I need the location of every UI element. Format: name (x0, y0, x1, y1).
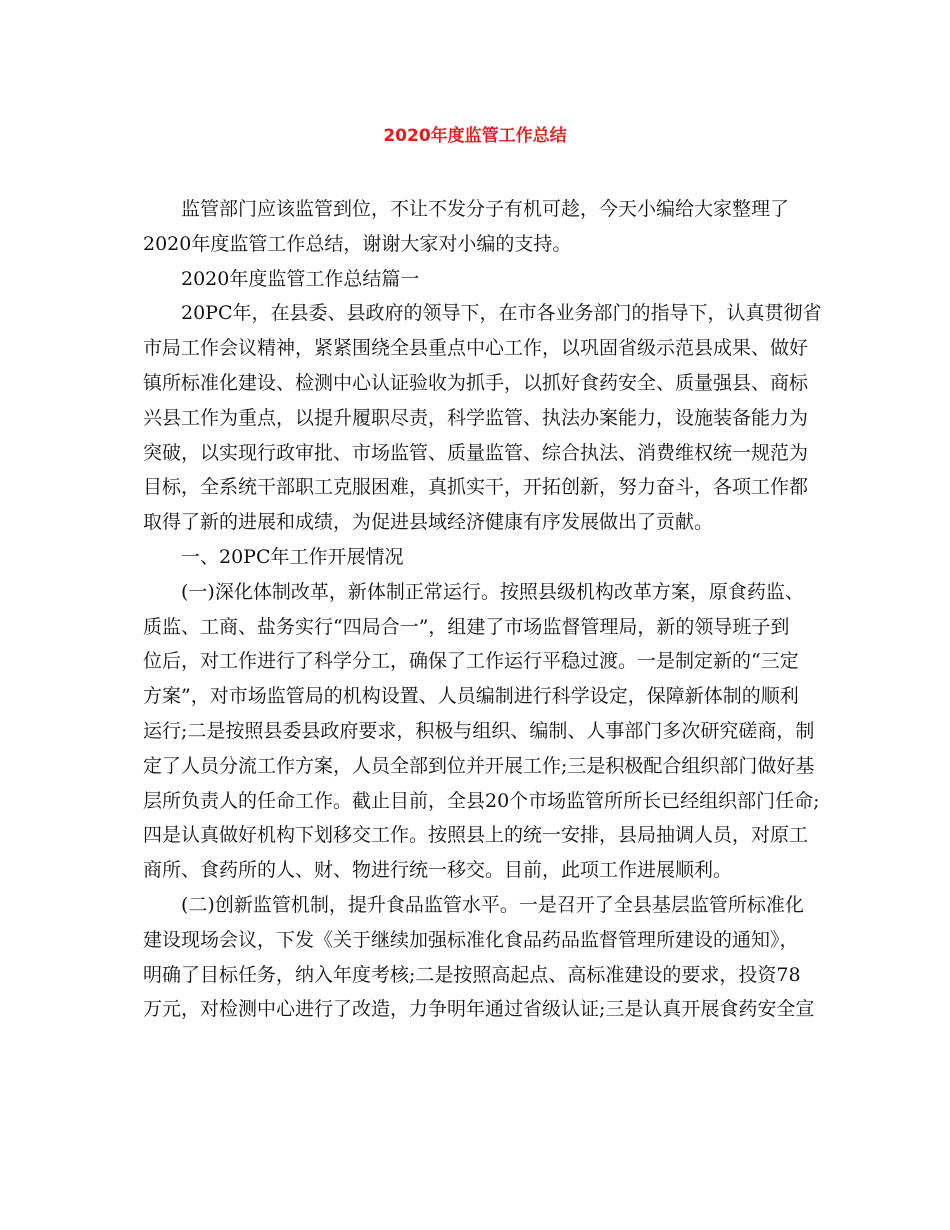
body-text-line: 万元，对检测中心进行了改造，力争明年通过省级认证;三是认真开展食药安全宣 (143, 998, 815, 1021)
body-text-line: 兴县工作为重点，以提升履职尽责，科学监管、执法办案能力，设施装备能力为 (143, 406, 809, 429)
body-text-line: 镇所标准化建设、检测中心认证验收为抓手，以抓好食药安全、质量强县、商标 (143, 371, 809, 394)
body-text-line: 市局工作会议精神，紧紧围绕全县重点中心工作，以巩固省级示范县成果、做好 (143, 337, 809, 360)
body-text-line: 商所、食药所的人、财、物进行统一移交。目前，此项工作进展顺利。 (143, 859, 733, 882)
body-text-line: 20PC年，在县委、县政府的领导下，在市各业务部门的指导下，认真贯彻省 (181, 302, 822, 325)
body-text-line: (二)创新监管机制，提升食品监管水平。一是召开了全县基层监管所标准化 (181, 893, 804, 916)
body-text-line: 突破，以实现行政审批、市场监管、质量监管、综合执法、消费维权统一规范为 (143, 441, 809, 464)
body-text-line: 质监、工商、盐务实行“四局合一”，组建了市场监督管理局，新的领导班子到 (143, 615, 790, 638)
body-text-line: 运行;二是按照县委县政府要求，积极与组织、编制、人事部门多次研究磋商，制 (143, 719, 815, 742)
body-text-line: 位后，对工作进行了科学分工，确保了工作运行平稳过渡。一是制定新的“三定 (143, 650, 799, 673)
body-text-line: 定了人员分流工作方案，人员全部到位并开展工作;三是积极配合组织部门做好基 (143, 754, 815, 777)
body-text-line: 层所负责人的任命工作。截止目前，全县20个市场监管所所长已经组织部门任命; (143, 789, 820, 812)
body-text-line: 一、20PC年工作开展情况 (181, 545, 404, 568)
body-text-line: 2020年度监管工作总结，谢谢大家对小编的支持。 (143, 232, 572, 255)
body-text-line: 监管部门应该监管到位，不让不发分子有机可趁，今天小编给大家整理了 (181, 198, 790, 220)
body-text-line: 取得了新的进展和成绩，为促进县域经济健康有序发展做出了贡献。 (143, 511, 714, 534)
document-title: 2020年度监管工作总结 (383, 126, 567, 146)
body-text-line: 四是认真做好机构下划移交工作。按照县上的统一安排，县局抽调人员，对原工 (143, 824, 809, 847)
body-text-line: (一)深化体制改革，新体制正常运行。按照县级机构改革方案，原食药监、 (181, 580, 804, 603)
body-text-line: 明确了目标任务，纳入年度考核;二是按照高起点、高标准建设的要求，投资78 (143, 963, 801, 986)
body-text-line: 方案”，对市场监管局的机构设置、人员编制进行科学设定，保障新体制的顺利 (143, 685, 799, 708)
document-body (143, 192, 822, 1027)
body-text-line: 2020年度监管工作总结篇一 (181, 267, 420, 290)
body-text-line: 目标，全系统干部职工克服困难，真抓实干，开拓创新，努力奋斗，各项工作都 (143, 476, 809, 499)
body-text-line: 建设现场会议，下发《关于继续加强标准化食品药品监督管理所建设的通知》， (143, 928, 799, 951)
